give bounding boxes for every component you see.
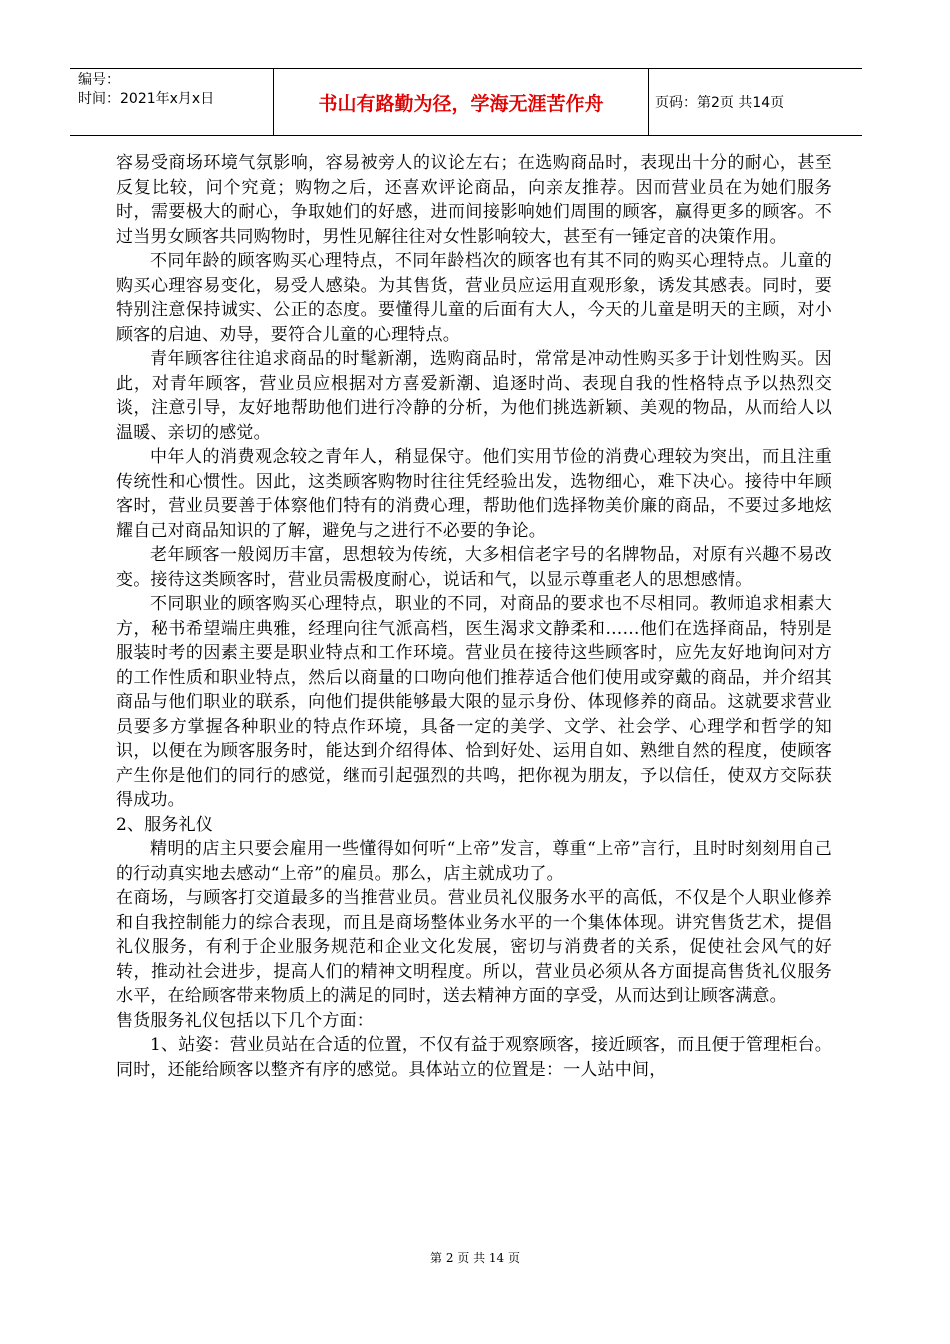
header-page-number: 页码：第2页 共14页 xyxy=(655,95,785,111)
paragraph-aspects-intro: 售货服务礼仪包括以下几个方面： xyxy=(116,1010,374,1031)
header-motto: 书山有路勤为径，学海无涯苦作舟 xyxy=(273,69,649,135)
paragraph-salesperson: 在商场，与顾客打交道最多的当推营业员。营业员礼仪服务水平的高低，不仅是个人职业修养和自我控制能力的综合表现，而且是商场整体业务水平的一个集体体现。讲究售货艺术，提倡礼仪服务，有利于企业服务规范和企业文化发展，密切与消费者的关系，促使社会风气的好转，推动社会进步，提高人们的精神文明程度。所以，营业员必须从各方面提高售货礼仪服务水平，在给顾客带来物质上的满足的同时，送去精神方面的享受，从而达到让顾客满意。 xyxy=(116,888,832,1006)
paragraph-elderly: 老年顾客一般阅历丰富，思想较为传统，大多相信老字号的名牌物品，对原有兴趣不易改变。接待这类顾客时，营业员需极度耐心，说话和气，以显示尊重老人的思想感情。 xyxy=(116,545,832,590)
paragraph-shop-owner: 精明的店主只要会雇用一些懂得如何听“上帝”发言，尊重“上帝”言行，且时时刻刻用自己的行动真实地去感动“上帝”的雇员。那么，店主就成功了。 xyxy=(116,839,832,884)
document-number-label: 编号： xyxy=(78,72,120,88)
header-left-cell xyxy=(70,69,273,135)
paragraph-middle-aged: 中年人的消费观念较之青年人，稍显保守。他们实用节俭的消费心理较为突出，而且注重传统性和心惯性。因此，这类顾客购物时往往凭经验出发，选物细心，难下决心。接待中年顾客时，营业员要善于体察他们特有的消费心理，帮助他们选择物美价廉的商品，不要过多地炫耀自己对商品知识的了解，避免与之进行不必要的争论。 xyxy=(116,447,832,541)
paragraph-occupation: 不同职业的顾客购买心理特点，职业的不同，对商品的要求也不尽相同。教师追求相素大方，秘书希望端庄典雅，经理向往气派高档，医生渴求文静柔和……他们在选择商品，特别是服装时考的因素主要是职业特点和工作环境。营业员在接待这些顾客时，应先友好地询问对方的工作性质和职业特点，然后以商量的口吻向他们推荐适合他们使用或穿戴的商品，并介绍其商品与他们职业的联系，向他们提供能够最大限的显示身份、体现修养的商品。这就要求营业员要多方掌握各种职业的特点作环境，具备一定的美学、文学、社会学、心理学和哲学的知识，以便在为顾客服务时，能达到介绍得体、恰到好处、运用自如、熟绁自然的程度，使顾客产生你是他们的同行的感觉，继而引起强烈的共鸣，把你视为朋友，予以信任，使双方交际获得成功。 xyxy=(116,594,832,810)
paragraph-standing-posture: 1、站姿：营业员站在合适的位置，不仅有益于观察顾客，接近顾客，而且便于管理柜台。同时，还能给顾客以整齐有序的感觉。具体站立的位置是：一人站中间， xyxy=(116,1035,832,1080)
page-footer: 第 2 页 共 14 页 xyxy=(430,1251,520,1265)
page-header xyxy=(70,68,862,136)
section-heading-service-etiquette: 2、服务礼仪 xyxy=(116,814,214,835)
document-date-label: 时间：2021年x月x日 xyxy=(78,91,215,107)
paragraph-age-groups: 不同年龄的顾客购买心理特点，不同年龄档次的顾客也有其不同的购买心理特点。儿童的购买心理容易变化，易受人感染。为其售货，营业员应运用直观形象，诱发其感表。同时，要特别注意保持诚实、公正的态度。要懂得儿童的后面有大人，今天的儿童是明天的主顾，对小顾客的启迪、劝导，要符合儿童的心理特点。 xyxy=(116,251,832,345)
document-body xyxy=(116,151,832,1082)
paragraph-continuation: 容易受商场环境气氛影响，容易被旁人的议论左右；在选购商品时，表现出十分的耐心，甚至反复比较，问个究竟；购物之后，还喜欢评论商品，向亲友推荐。因而营业员在为她们服务时，需要极大的耐心，争取她们的好感，进而间接影响她们周围的顾客，赢得更多的顾客。不过当男女顾客共同购物时，男性见解往往对女性影响较大，甚至有一锤定音的决策作用。 xyxy=(116,153,832,247)
paragraph-youth: 青年顾客往往追求商品的时髦新潮，选购商品时，常常是冲动性购买多于计划性购买。因此，对青年顾客，营业员应根据对方喜爱新潮、追逐时尚、表现自我的性格特点予以热烈交谈，注意引导，友好地帮助他们进行冷静的分析，为他们挑选新颖、美观的物品，从而给人以温暖、亲切的感觉。 xyxy=(116,349,832,443)
